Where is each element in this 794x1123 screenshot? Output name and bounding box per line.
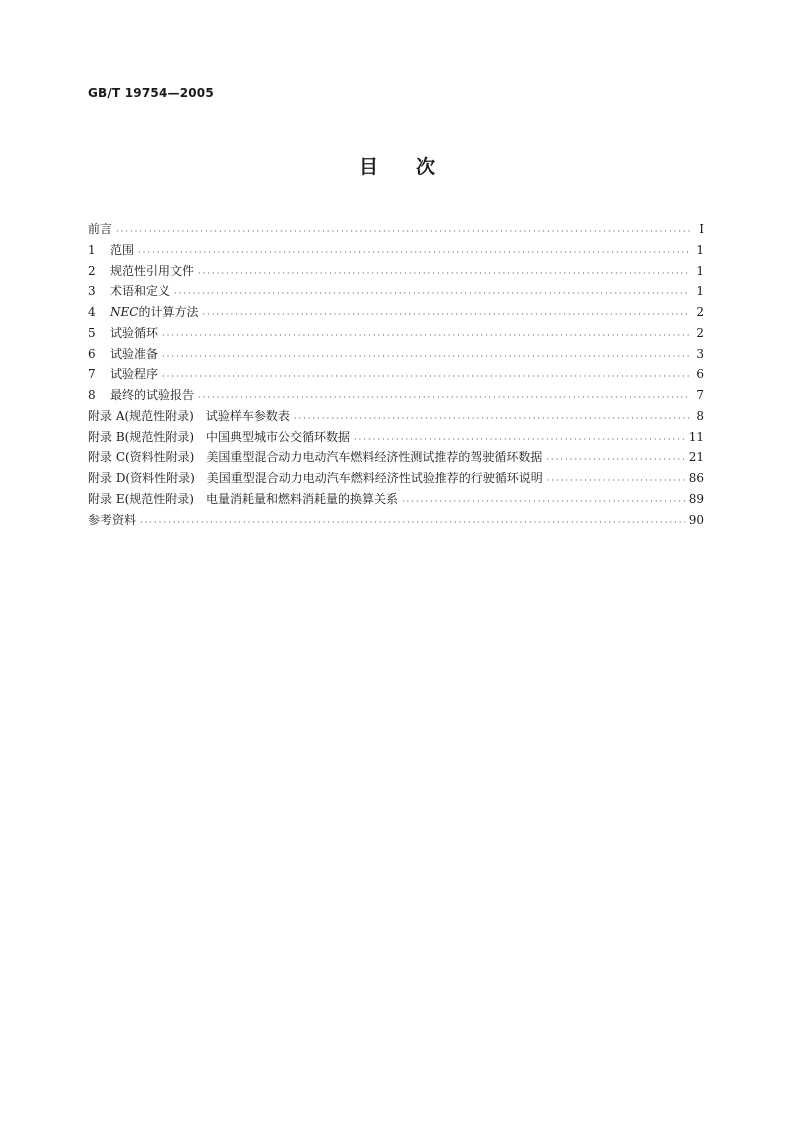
toc-dot-leader bbox=[198, 386, 690, 400]
toc-page-number: 2 bbox=[696, 305, 704, 319]
toc-entry-label bbox=[88, 427, 354, 447]
toc-entry[interactable] bbox=[88, 302, 704, 323]
toc-entry[interactable] bbox=[88, 489, 704, 510]
toc-entry-label bbox=[88, 302, 202, 322]
toc-dot-leader bbox=[162, 324, 690, 338]
toc-entry[interactable] bbox=[88, 510, 704, 531]
toc-entry-label bbox=[88, 261, 198, 281]
toc-entry-text: 附录 B(规范性附录) 中国典型城市公交循环数据 bbox=[88, 429, 350, 444]
toc-entry-label bbox=[88, 219, 116, 239]
toc-page-number: 1 bbox=[696, 284, 704, 299]
toc-entry-label bbox=[88, 281, 174, 301]
toc-entry-text: 试验循环 bbox=[110, 325, 159, 340]
toc-entry-text: 规范性引用文件 bbox=[110, 263, 195, 278]
toc-entry-number: 1 bbox=[88, 242, 96, 257]
toc-dot-leader bbox=[174, 282, 690, 296]
toc-page-number: 21 bbox=[688, 450, 704, 465]
toc-entry-text: 最终的试验报告 bbox=[110, 388, 195, 402]
toc-page-number: 90 bbox=[688, 512, 704, 527]
toc-entry-text: 参考资料 bbox=[88, 512, 137, 527]
toc-entry-text: 附录 A(规范性附录) 试验样车参数表 bbox=[88, 408, 290, 423]
toc-entry-label bbox=[88, 323, 162, 343]
toc-entry[interactable] bbox=[88, 447, 704, 468]
toc-entry-label bbox=[88, 385, 198, 405]
toc-entry[interactable] bbox=[88, 240, 704, 261]
toc-dot-leader bbox=[198, 262, 690, 276]
toc-entry-number: 7 bbox=[88, 367, 96, 382]
toc-entry[interactable] bbox=[88, 219, 704, 240]
toc-entry[interactable] bbox=[88, 427, 704, 448]
toc-dot-leader bbox=[294, 407, 690, 421]
toc-entry[interactable] bbox=[88, 385, 704, 406]
toc-entry-number: 6 bbox=[88, 346, 96, 361]
toc-entry-number: 2 bbox=[88, 263, 96, 278]
toc-entry-text: 范围 bbox=[110, 242, 135, 257]
toc-entry-label bbox=[88, 344, 162, 364]
toc-entry-number: 4 bbox=[88, 305, 96, 319]
toc-page-number: 3 bbox=[696, 346, 704, 361]
toc-entry-italic-term: NEC bbox=[110, 305, 139, 319]
toc-entry-number: 5 bbox=[88, 325, 96, 340]
toc-entry[interactable] bbox=[88, 344, 704, 365]
toc-entry-text: 试验程序 bbox=[110, 367, 159, 382]
toc-dot-leader bbox=[202, 303, 690, 317]
toc-page-number: 86 bbox=[688, 471, 704, 485]
toc-entry[interactable] bbox=[88, 406, 704, 427]
toc-entry-label bbox=[88, 406, 294, 426]
toc-entry[interactable] bbox=[88, 261, 704, 282]
toc-entry[interactable] bbox=[88, 364, 704, 385]
toc-entry[interactable] bbox=[88, 468, 704, 489]
toc-page-number: 1 bbox=[696, 263, 704, 278]
toc-dot-leader bbox=[116, 220, 690, 234]
toc-entry-label bbox=[88, 489, 402, 509]
toc-dot-leader bbox=[140, 511, 685, 525]
toc-entry[interactable] bbox=[88, 281, 704, 302]
page-title: 目次 bbox=[358, 156, 473, 178]
toc-page-number: 1 bbox=[696, 242, 704, 257]
toc-entry-number: 3 bbox=[88, 284, 96, 299]
standard-number: GB/T 19754—2005 bbox=[88, 86, 214, 100]
toc-dot-leader bbox=[162, 365, 690, 379]
toc-entry-label bbox=[88, 468, 547, 488]
toc-dot-leader bbox=[546, 448, 684, 462]
toc-entry-label bbox=[88, 447, 546, 467]
toc-page-number: I bbox=[699, 222, 704, 236]
toc-entry-text: 附录 C(资料性附录) 美国重型混合动力电动汽车燃料经济性测试推荐的驾驶循环数据 bbox=[88, 450, 543, 465]
toc-entry-text: 试验准备 bbox=[110, 346, 159, 361]
toc-page-number: 7 bbox=[696, 388, 704, 402]
toc-entry-label bbox=[88, 240, 138, 260]
toc-dot-leader bbox=[547, 469, 685, 483]
toc-entry-text: 术语和定义 bbox=[110, 284, 171, 299]
toc-dot-leader bbox=[354, 428, 685, 442]
toc-page-number: 89 bbox=[688, 491, 704, 506]
toc-entry-number: 8 bbox=[88, 388, 96, 402]
toc-entry-text: 的计算方法 bbox=[138, 305, 199, 319]
toc-entry-label bbox=[88, 364, 162, 384]
toc-dot-leader bbox=[138, 241, 690, 255]
toc-page-number: 2 bbox=[696, 325, 704, 340]
toc-entry-text: 附录 E(规范性附录) 电量消耗量和燃料消耗量的换算关系 bbox=[88, 491, 398, 506]
table-of-contents bbox=[88, 219, 704, 530]
toc-dot-leader bbox=[402, 490, 685, 504]
toc-page-number: 8 bbox=[696, 408, 704, 423]
toc-entry-label bbox=[88, 510, 140, 530]
toc-page-number: 6 bbox=[696, 367, 704, 382]
toc-entry-text: 前言 bbox=[88, 222, 113, 236]
toc-entry[interactable] bbox=[88, 323, 704, 344]
toc-entry-text: 附录 D(资料性附录) 美国重型混合动力电动汽车燃料经济性试验推荐的行驶循环说明 bbox=[88, 471, 543, 485]
toc-page-number: 11 bbox=[688, 429, 704, 444]
toc-dot-leader bbox=[162, 345, 690, 359]
